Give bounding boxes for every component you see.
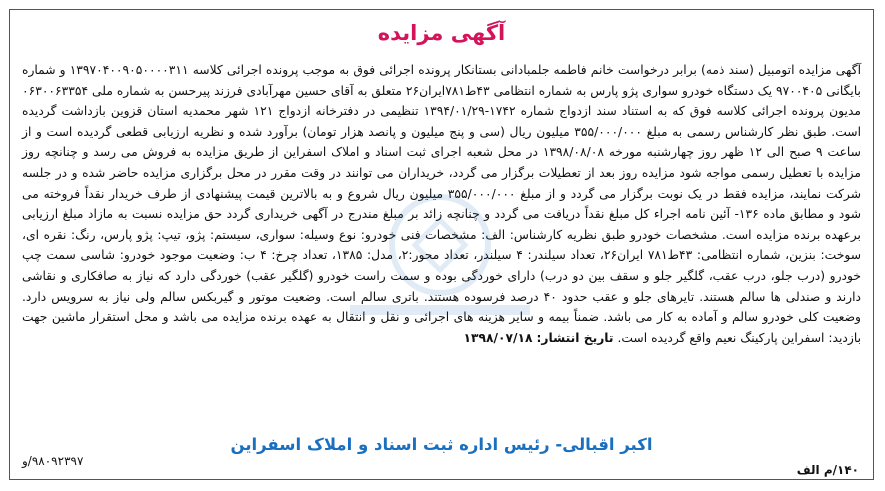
notice-box (9, 9, 874, 480)
signature: اکبر اقبالی- رئیس اداره ثبت اسناد و املاک اسفراین (230, 435, 653, 454)
notice-body-text: آگهی مزایده اتومبیل (سند ذمه) برابر درخواست خانم فاطمه جلمبادانی بستانکار پرونده اجرائی فوق به موجب پرونده اجرائی کلاسه ۱۳۹۷۰۴۰۰۹۰۵۰۰۰۰۳۱۱ و شماره بایگانی ۹۷۰۰۴۰۵ یک دستگاه خودرو سواری پژو پارس به شماره انتظامی ۴۳ط۷۸۱ایران۲۶ متعلق به آقای حسین مهرآبادی فرزند پیرحسن به شماره ملی ۰۶۳۰۰۶۳۳۵۴ مدیون پرونده اجرائی کلاسه فوق که به استناد سند ازدواج شماره ۱۷۴۲-۱۳۹۴/۰۱/۲۹ تنظیمی در دفترخانه ازدواج ۱۲۱ شهر محمدیه استان قزوین بازداشت گردیده است. طبق نظر کارشناس رسمی به مبلغ ۳۵۵/۰۰۰/۰۰۰ میلیون ریال (سی و پنج میلیون و پانصد هزار تومان) برآورد شده و نظریه ارزیابی قطعی گردیده است و از ساعت ۹ صبح الی ۱۲ ظهر روز چهارشنبه مورخه ۱۳۹۸/۰۸/۰۸ در محل شعبه اجرای ثبت اسناد و املاک اسفراین از طریق مزایده به فروش می رسد و چنانچه روز مزایده با تعطیل رسمی مواجه شود مزایده روز بعد از تعطیلات برگزار می گردد، خریداران می توانند در وقت مقرر در محل برگزاری مزایده حاضر شده و در جلسه شرکت نمایند، مزایده فقط در یک نوبت برگزار می گردد و از مبلغ ۳۵۵/۰۰۰/۰۰۰ میلیون ریال شروع و به بالاترین قیمت پیشنهادی از طرف خریدار نقداً فروخته می شود و مطابق ماده ۱۳۶- آئین نامه اجراء کل مبلغ نقداً دریافت می گردد و چنانچه زائد بر مبلغ مندرج در آگهی خریداری گردد حق مزایده نسبت به مازاد مبلغ ارزیابی برعهده برنده مزایده است. مشخصات خودرو طبق نظریه کارشناس: الف: مشخصات فنی خودرو: نوع وسیله: سواری، سیستم: پژو، تیپ: پژو پارس، رنگ: نقره ای، سوخت: بنزین، شماره انتظامی: ۴۳ط۷۸۱ ایران۲۶، تعداد سیلندر: ۴ سیلندر، تعداد محور:۲، مدل: ۱۳۸۵، تعداد چرخ: ۴ ب: وضعیت موجود خودرو: شاسی سمت چپ خودرو (درب جلو، درب عقب، گلگیر جلو و سقف بین دو درب) دارای خوردگی بوده و سمت راست خودرو (گلگیر عقب) خوردگی دارد که نیاز به صافکاری و نقاشی دارند و صندلی ها سالم هستند. تایرهای جلو و عقب حدود ۴۰ درصد فرسوده هستند. باتری سالم است. وضعیت موتور و گیربکس سالم ولی نیاز به سرویس دارد. وضعیت کلی خودرو سالم و آماده به کار می باشد. ضمناً بیمه و سایر هزینه های اجرائی و نقل و انتقال به عهده برنده مزایده می باشد و محل استقرار ماشین جهت بازدید: اسفراین پارکینگ نعیم واقع گردیده است. (22, 63, 862, 345)
reference-number: ۱۴۰/م الف (796, 463, 859, 477)
publish-date-label: تاریخ انتشار: (536, 330, 614, 345)
notice-body (22, 60, 861, 348)
publish-date: ۱۳۹۸/۰۷/۱۸ (463, 330, 533, 345)
reference-code: ۹۸۰۹۲۳۹۷/و (22, 454, 84, 468)
notice-title: آگهی مزایده (377, 21, 506, 45)
